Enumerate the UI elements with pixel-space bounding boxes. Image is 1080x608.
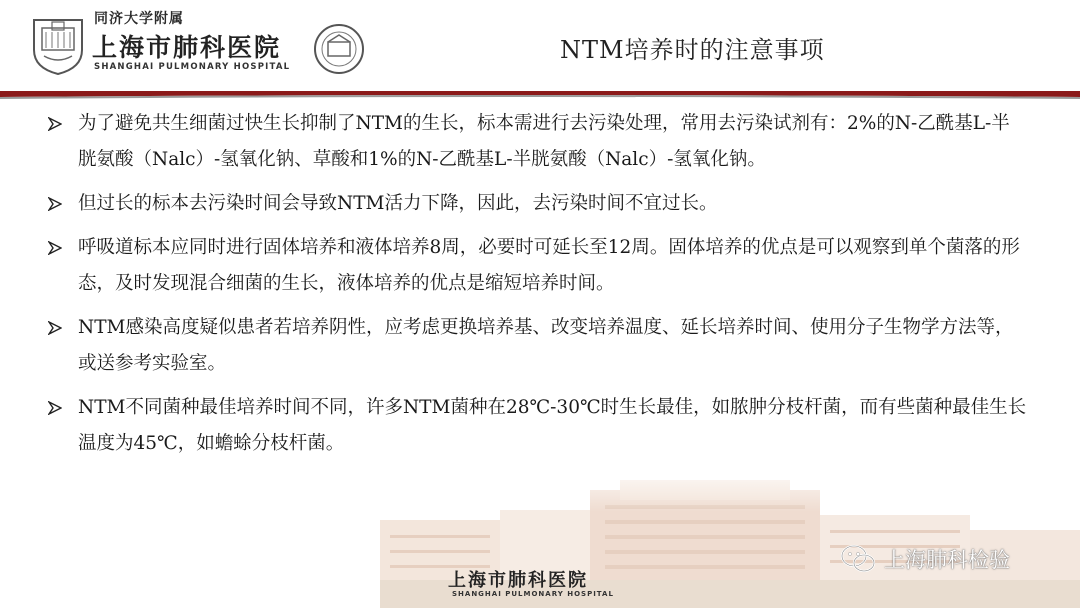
footer-logo-name: 上海市肺科医院	[448, 570, 588, 591]
bullet-text: 呼吸道标本应同时进行固体培养和液体培养8周，必要时可延长至12周。固体培养的优点是可以观察到单个菌落的形态，及时发现混合细菌的生长，液体培养的优点是缩短培养时间。	[78, 237, 1020, 294]
slide-header	[0, 0, 1080, 92]
footer-logo-english: SHANGHAI PULMONARY HOSPITAL	[452, 590, 614, 598]
logo-subtitle: 同济大学附属	[94, 11, 184, 27]
bullet-text: NTM感染高度疑似患者若培养阴性，应考虑更换培养基、改变培养温度、延长培养时间、使用分子生物学方法等，或送参考实验室。	[78, 317, 1014, 374]
list-item	[48, 186, 1028, 222]
university-seal-icon	[312, 22, 366, 76]
watermark-text: 上海肺科检验	[884, 548, 1010, 572]
list-item	[48, 106, 1028, 178]
footer-logo	[448, 566, 648, 606]
slide-title: NTM培养时的注意事项	[560, 36, 825, 64]
list-item	[48, 310, 1028, 382]
arrow-bullet-icon	[48, 241, 62, 255]
list-item	[48, 230, 1028, 302]
arrow-bullet-icon	[48, 117, 62, 131]
arrow-bullet-icon	[48, 401, 62, 415]
bullet-text: NTM不同菌种最佳培养时间不同，许多NTM菌种在28℃-30℃时生长最佳，如脓肿分枝杆菌，而有些菌种最佳生长温度为45℃，如蟾蜍分枝杆菌。	[78, 397, 1027, 454]
header-divider	[0, 90, 1080, 100]
wechat-icon	[840, 544, 876, 574]
hospital-crest-icon	[30, 14, 86, 76]
arrow-bullet-icon	[48, 197, 62, 211]
hospital-logo	[22, 6, 352, 86]
bullet-list	[48, 106, 1028, 470]
arrow-bullet-icon	[48, 321, 62, 335]
bullet-text: 为了避免共生细菌过快生长抑制了NTM的生长，标本需进行去污染处理，常用去污染试剂有：2%的N-乙酰基L-半胱氨酸（Nalc）-氢氧化钠、草酸和1%的N-乙酰基L-半胱氨酸（Nalc）-氢氧化钠。	[78, 113, 1010, 170]
logo-name: 上海市肺科医院	[92, 33, 282, 62]
list-item	[48, 390, 1028, 462]
bullet-text: 但过长的标本去污染时间会导致NTM活力下降，因此，去污染时间不宜过长。	[78, 193, 718, 214]
logo-english: SHANGHAI PULMONARY HOSPITAL	[94, 62, 291, 72]
